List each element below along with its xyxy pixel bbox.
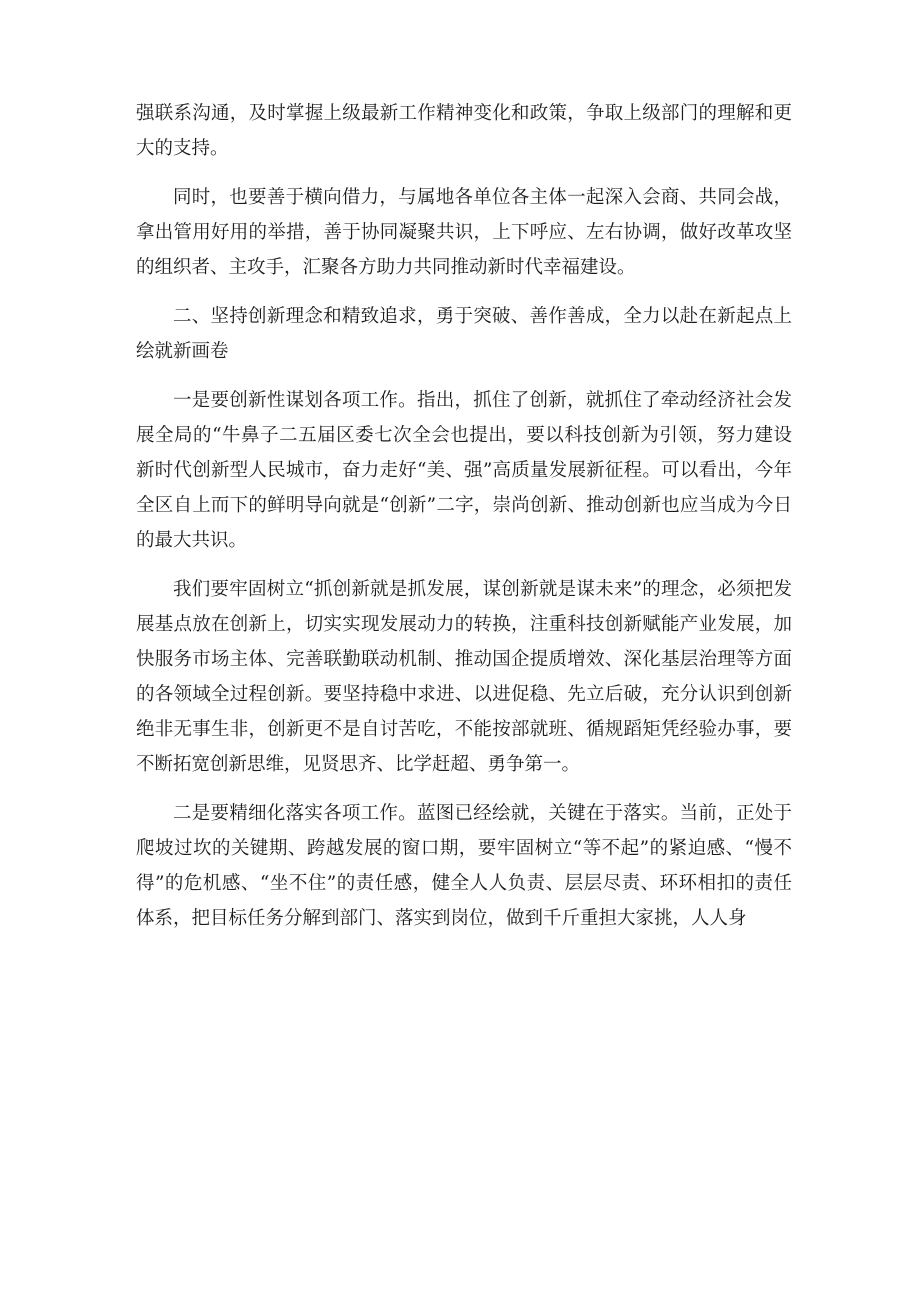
paragraph-refined-implementation: 二是要精细化落实各项工作。蓝图已经绘就，关键在于落实。当前，正处于爬坡过坎的关键期、跨越发展的窗口期，要牢固树立“等不起”的紧迫感、“慢不得”的危机感、“坐不住”的责任感，健全人人负责、层层尽责、环环相扣的责任体系，把目标任务分解到部门、落实到岗位，做到千斤重担大家挑，人人身 bbox=[136, 803, 792, 929]
paragraph-innovation-concept: 我们要牢固树立“抓创新就是抓发展，谋创新就是谋未来”的理念，必须把发展基点放在创新上，切实实现发展动力的转换，注重科技创新赋能产业发展，加快服务市场主体、完善联勤联动机制、推动国企提质增效、深化基层治理等方面的各领域全过程创新。要坚持稳中求进、以进促稳、先立后破，充分认识到创新绝非无事生非，创新更不是自讨苦吃，不能按部就班、循规蹈矩凭经验办事，要不断拓宽创新思维，见贤思齐、比学赶超、勇争第一。 bbox=[136, 579, 792, 775]
section-heading-innovation: 二、坚持创新理念和精致追求，勇于突破、善作善成，全力以赴在新起点上绘就新画卷 bbox=[136, 306, 792, 362]
document-body bbox=[136, 96, 792, 950]
paragraph-horizontal-cooperation: 同时，也要善于横向借力，与属地各单位各主体一起深入会商、共同会战，拿出管用好用的举措，善于协同凝聚共识，上下呼应、左右协调，做好改革攻坚的组织者、主攻手，汇聚各方助力共同推动新时代幸福建设。 bbox=[136, 187, 792, 278]
paragraph-innovative-planning: 一是要创新性谋划各项工作。指出，抓住了创新，就抓住了牵动经济社会发展全局的“牛鼻子二五届区委七次全会也提出，要以科技创新为引领，努力建设新时代创新型人民城市，奋力走好“美、强”高质量发展新征程。可以看出，今年全区自上而下的鲜明导向就是“创新”二字，崇尚创新、推动创新也应当成为今日的最大共识。 bbox=[136, 390, 792, 551]
paragraph-contact-superiors: 强联系沟通，及时掌握上级最新工作精神变化和政策，争取上级部门的理解和更大的支持。 bbox=[136, 103, 792, 159]
